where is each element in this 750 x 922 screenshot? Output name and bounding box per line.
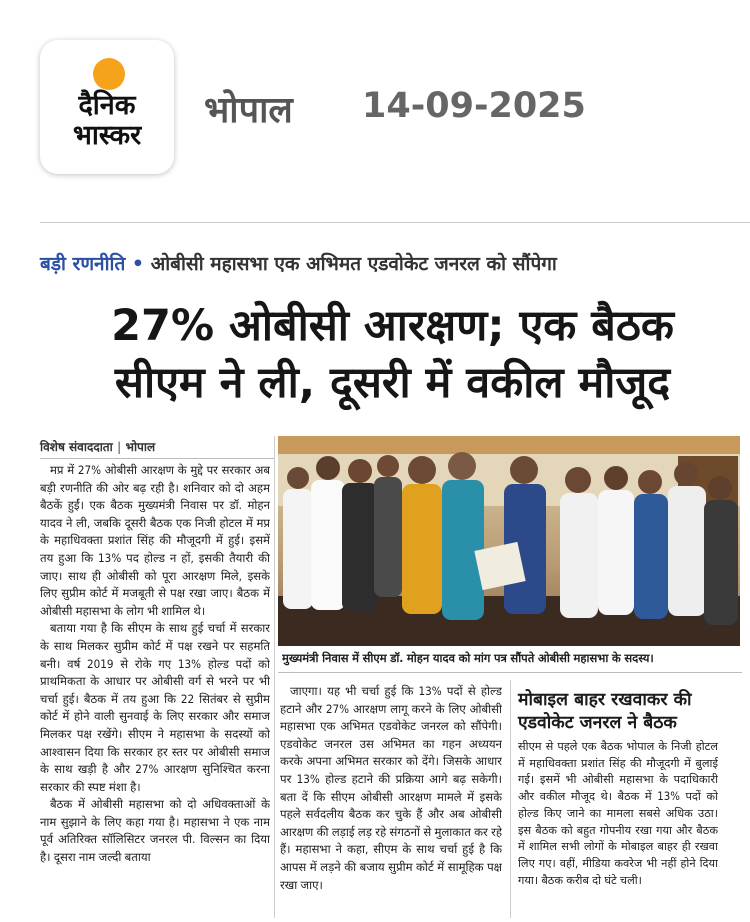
paragraph: जाएगा। यह भी चर्चा हुई कि 13% पदों से होल्ड हटाने और 27% आरक्षण लागू करने के लिए ओबीसी महासभा एक अभिमत एडवोकेट जनरल को सौंपेगी। एडवोकेट जनरल उस अभिमत का गहन अध्ययन करके अपना अभिमत सरकार को देंगे। जिसके आधार पर 13% होल्ड हटाने की प्रक्रिया आगे बढ़ सकेगी। बता दें कि सीएम ओबीसी आरक्षण मामले में इसके पहले सर्वदलीय बैठक कर चुके हैं और अब ओबीसी आरक्षण की लड़ाई लड़ रहे संगठनों से मुलाकात कर रहे हैं। महासभा ने कहा, सीएम के साथ चर्चा हुई है कि आपस में लड़ने की बजाय सुप्रीम कोर्ट में सामूहिक पक्ष रखा जाए। (280, 684, 502, 892)
paragraph: बैठक में ओबीसी महासभा को दो अधिवक्ताओं के नाम सुझाने के लिए कहा गया है। महासभा ने एक नाम पूर्व अतिरिक्त सॉलिसिटर जनरल पी. विल्सन का दिया है। दूसरा नाम जल्दी बताया (40, 797, 270, 865)
article-column-1 (40, 462, 270, 917)
byline (40, 438, 275, 459)
edition-city: भोपाल (204, 90, 293, 131)
headline-line-2: सीएम ने ली, दूसरी में वकील मौजूद (114, 358, 671, 408)
edition-date: 14-09-2025 (362, 86, 586, 126)
headline (40, 298, 745, 412)
kicker (40, 250, 557, 276)
headline-line-1: 27% ओबीसी आरक्षण; एक बैठक (111, 301, 674, 351)
sun-logo-icon (93, 58, 125, 90)
caption-divider (278, 672, 742, 673)
kicker-bullet: • (131, 253, 145, 275)
kicker-tag: बड़ी रणनीति (40, 253, 126, 275)
newspaper-logo (40, 40, 174, 174)
photo-illustration (278, 436, 740, 646)
column-divider (274, 436, 275, 918)
byline-separator: | (116, 440, 122, 454)
paragraph: सीएम से पहले एक बैठक भोपाल के निजी होटल में महाधिवक्ता प्रशांत सिंह की मौजूदगी में बुलाई गई। इसमें भी ओबीसी महासभा के पदाधिकारी और वकील मौजूद थे। बैठक में 13% पदों को होल्ड किए जाने का मामला सबसे अधिक उठा। इस बैठक को बहुत गोपनीय रखा गया और बैठक में शामिल सभी लोगों के मोबाइल बाहर ही रखवा लिए गए। वहीं, मीडिया कवरेज भी नहीं होने दिया गया। बैठक करीब दो घंटे चली। (518, 740, 718, 887)
kicker-text: ओबीसी महासभा एक अभिमत एडवोकेट जनरल को सौंपेगा (150, 253, 557, 275)
byline-reporter: विशेष संवाददाता (40, 440, 113, 454)
header-divider (40, 222, 750, 223)
logo-line-1: दैनिक (78, 90, 136, 121)
photo-caption: मुख्यमंत्री निवास में सीएम डॉ. मोहन यादव को मांग पत्र सौंपते ओबीसी महासभा के सदस्य। (282, 651, 654, 665)
side-story-headline: मोबाइल बाहर रखवाकर की एडवोकेट जनरल ने बैठक (518, 690, 692, 733)
paragraph: बताया गया है कि सीएम के साथ हुई चर्चा में सरकार के साथ मिलकर सुप्रीम कोर्ट में पक्ष रखने पर सहमति बनी। वर्ष 2019 से रोके गए 13% होल्ड पदों को प्राथमिकता के आधार पर ओबीसी वर्ग से भरने पर भी चर्चा हुई। बैठक में तय हुआ कि 22 सितंबर से सुप्रीम कोर्ट में होने वाली सुनवाई के लिए सरकार और समाज मिलकर पक्ष रखेंगे। सीएम ने महासभा के सदस्यों को आश्वासन दिया कि सरकार हर स्तर पर ओबीसी समाज के साथ खड़ी है और 27% आरक्षण सुनिश्चित करना सरकार की स्पष्ट मंशा है। (40, 621, 270, 794)
column-divider (510, 680, 511, 918)
article-column-2 (280, 683, 502, 917)
byline-city: भोपाल (125, 440, 156, 454)
paragraph: मप्र में 27% ओबीसी आरक्षण के मुद्दे पर सरकार अब बड़ी रणनीति की ओर बढ़ रही है। शनिवार को दो अहम बैठकें हुईं। एक बैठक मुख्यमंत्री निवास पर डॉ. मोहन यादव ने ली, जबकि दूसरी बैठक एक निजी होटल में मप्र के महाधिवक्ता प्रशांत सिंह की मौजूदगी में हुई। इसमें तय हुआ कि 13% पद होल्ड न हों, इसकी तैयारी की जाए। साथ ही ओबीसी को पूरा आरक्षण मिले, इसके लिए सुप्रीम कोर्ट में मजबूती से पक्ष रखा जाए। बैठक में ओबीसी महासभा के लोग भी शामिल थे। (40, 463, 270, 618)
logo-line-2: भास्कर (72, 120, 142, 151)
side-story-body (518, 739, 718, 919)
news-photo (278, 436, 740, 646)
